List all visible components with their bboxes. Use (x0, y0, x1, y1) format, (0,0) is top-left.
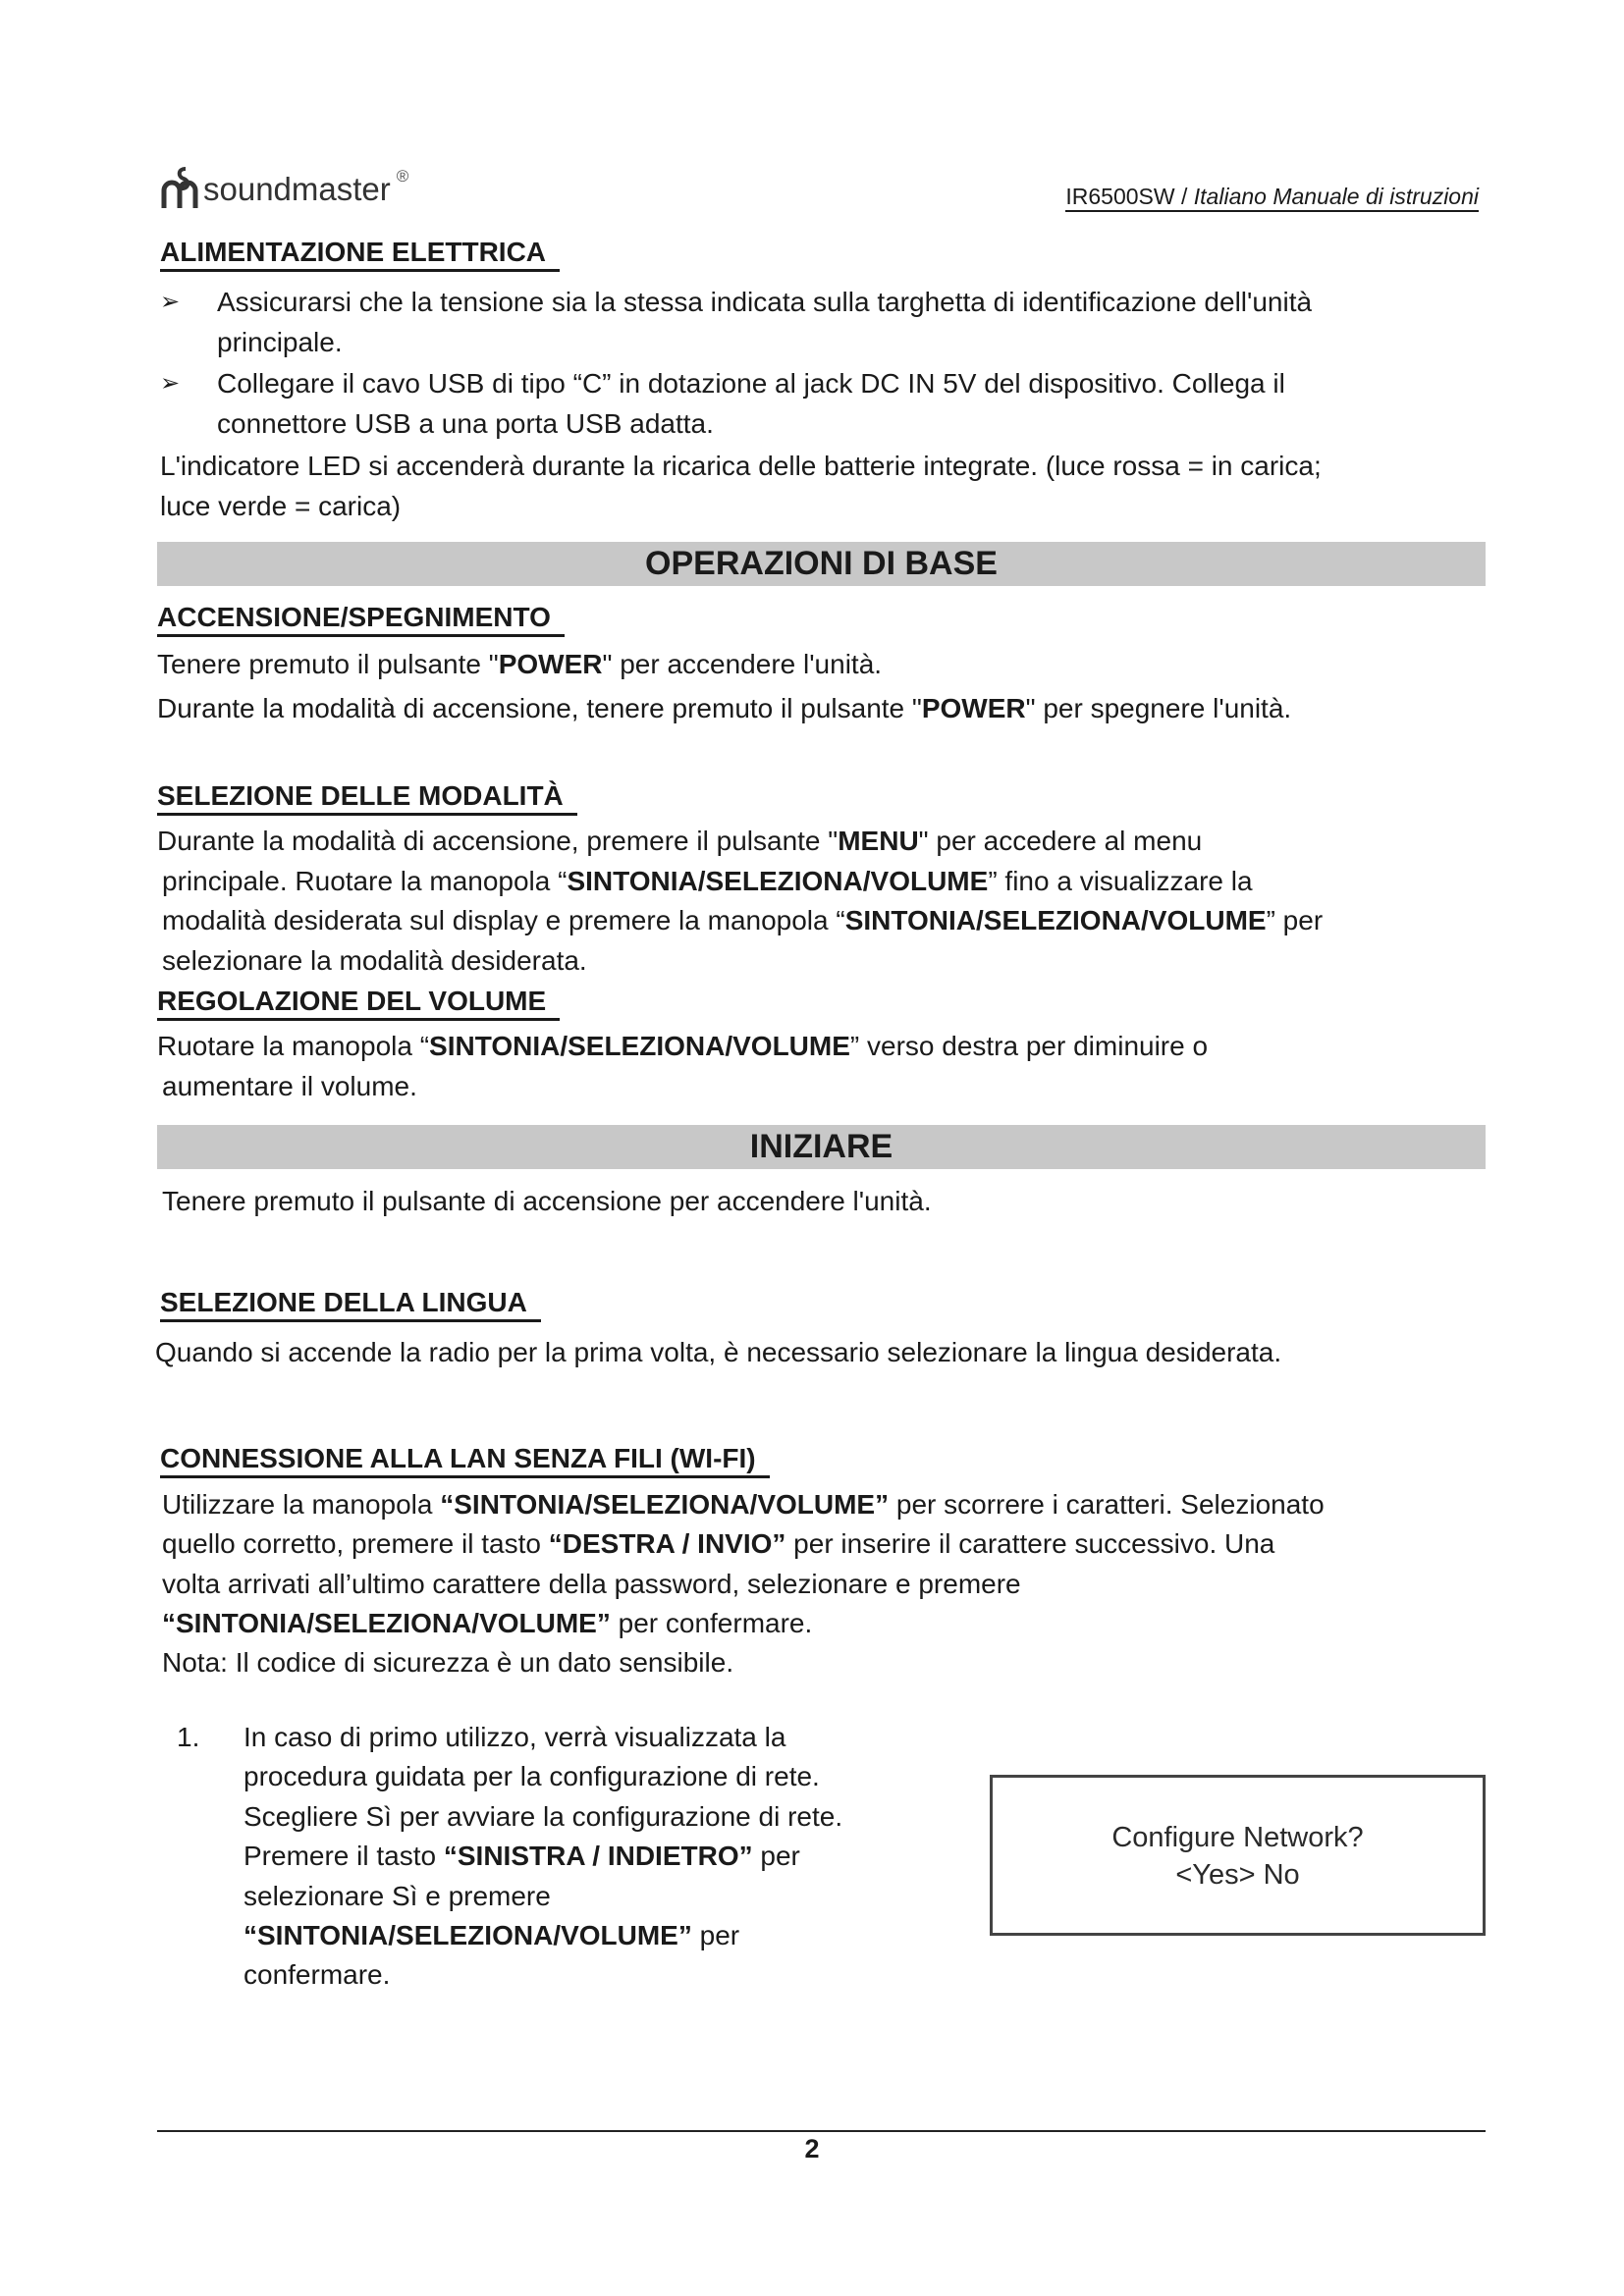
text-segment: aumentare il volume. (162, 1071, 417, 1101)
paragraph-line (162, 1182, 932, 1221)
subsection-heading (160, 1286, 541, 1322)
text-segment: In caso di primo utilizzo, verrà visualizzata la (244, 1722, 786, 1752)
text-segment: ” per (1266, 905, 1324, 935)
text-segment: SELEZIONE DELLA LINGUA (160, 1287, 527, 1317)
bold-text: “SINTONIA/SELEZIONA/VOLUME” (440, 1489, 890, 1520)
bullet-item-line (217, 364, 1285, 403)
list-item-line (244, 1916, 739, 1955)
text-segment: OPERAZIONI DI BASE (645, 545, 998, 582)
list-item-line (244, 1797, 842, 1837)
paragraph-line (160, 447, 1322, 486)
paragraph-line (160, 487, 401, 526)
bold-text: SINTONIA/SELEZIONA/VOLUME (429, 1031, 850, 1061)
text-segment: Tenere premuto il pulsante di accensione per accendere l'unità. (162, 1186, 932, 1216)
text-segment: " per accedere al menu (918, 826, 1203, 856)
bold-text: POWER (921, 693, 1026, 723)
paragraph-line (162, 1067, 417, 1106)
paragraph-line (162, 901, 1323, 940)
text-segment: ACCENSIONE/SPEGNIMENTO (157, 602, 551, 632)
soundmaster-logo-icon (160, 165, 199, 208)
text-segment: REGOLAZIONE DEL VOLUME (157, 986, 547, 1016)
list-item-line (244, 1718, 785, 1757)
list-item-line (244, 1877, 551, 1916)
list-item-line (244, 1955, 390, 1995)
text-segment: per (752, 1841, 800, 1871)
bullet-item-line (217, 283, 1312, 322)
header-separator: / (1174, 184, 1194, 209)
text-segment: SELEZIONE DELLE MODALITÀ (157, 780, 564, 811)
text-segment: principale. (217, 327, 343, 357)
bold-text: SINTONIA/SELEZIONA/VOLUME (844, 905, 1267, 935)
bold-text: MENU (838, 826, 919, 856)
subsection-heading (160, 236, 560, 272)
paragraph-line (157, 645, 882, 684)
bullet-arrow-icon: ➢ (160, 289, 181, 315)
text-segment: quello corretto, premere il tasto (162, 1528, 549, 1559)
display-line-1: Configure Network? (1111, 1822, 1364, 1853)
page-number: 2 (804, 2134, 820, 2163)
paragraph-line (157, 822, 1202, 861)
text-segment: volta arrivati all’ultimo carattere della password, selezionare e premere (162, 1569, 1021, 1599)
text-segment: Durante la modalità di accensione, tenere premuto il pulsante " (157, 693, 922, 723)
text-segment: ALIMENTAZIONE ELETTRICA (160, 237, 547, 267)
display-illustration (990, 1775, 1486, 1936)
subsection-heading (160, 1442, 770, 1478)
text-segment: selezionare la modalità desiderata. (162, 945, 587, 976)
text-segment: Assicurarsi che la tensione sia la stessa indicata sulla targhetta di identificazione dell'unità (217, 287, 1313, 317)
bullet-item-line (217, 323, 343, 362)
text-segment: " per accendere l'unità. (602, 649, 883, 679)
paragraph-line (162, 1485, 1325, 1524)
text-segment: luce verde = carica) (160, 491, 402, 521)
text-segment: Nota: Il codice di sicurezza è un dato sensibile. (162, 1647, 734, 1678)
text-segment: ” fino a visualizzare la (988, 866, 1253, 896)
subsection-heading (157, 985, 560, 1021)
paragraph-line (162, 1643, 733, 1682)
paragraph-line (162, 862, 1253, 901)
text-segment: Tenere premuto il pulsante " (157, 649, 499, 679)
registered-mark: ® (396, 167, 409, 186)
bullet-arrow-icon: ➢ (160, 370, 181, 397)
brand-logo (160, 165, 408, 208)
text-segment: CONNESSIONE ALLA LAN SENZA FILI (WI-FI) (160, 1443, 756, 1473)
subsection-heading (157, 779, 577, 816)
bold-text: “SINISTRA / INDIETRO” (443, 1841, 753, 1871)
paragraph-line (157, 1027, 1208, 1066)
text-segment: per inserire il carattere successivo. Una (785, 1528, 1275, 1559)
text-segment: Utilizzare la manopola (162, 1489, 441, 1520)
subsection-heading (157, 601, 565, 637)
bullet-item-line (217, 404, 714, 444)
brand-name: soundmaster (203, 171, 391, 207)
list-item-line (244, 1757, 820, 1796)
text-segment: INIZIARE (749, 1128, 893, 1165)
model-number: IR6500SW (1065, 184, 1175, 209)
bold-text: “DESTRA / INVIO” (548, 1528, 786, 1559)
text-segment: confermare. (244, 1959, 391, 1990)
text-segment: per scorrere i caratteri. Selezionato (889, 1489, 1325, 1520)
text-segment: per confermare. (610, 1608, 813, 1638)
list-item-line (244, 1837, 800, 1876)
text-segment: selezionare Sì e premere (244, 1881, 551, 1911)
text-segment: Collegare il cavo USB di tipo “C” in dotazione al jack DC IN 5V del dispositivo. Collega il (217, 368, 1285, 399)
paragraph-line (162, 1524, 1274, 1564)
bold-text: POWER (498, 649, 603, 679)
manual-title: Italiano Manuale di istruzioni (1193, 184, 1479, 209)
text-segment: " per spegnere l'unità. (1025, 693, 1292, 723)
paragraph-line (162, 1565, 1021, 1604)
paragraph-line (155, 1333, 1281, 1372)
bold-text: SINTONIA/SELEZIONA/VOLUME (567, 866, 989, 896)
text-segment: connettore USB a una porta USB adatta. (217, 408, 714, 439)
section-title-bar (157, 1125, 1486, 1169)
paragraph-line (162, 941, 587, 981)
paragraph-line (157, 689, 1291, 728)
text-segment: procedura guidata per la configurazione di rete. (244, 1761, 820, 1791)
text-segment: Premere il tasto (244, 1841, 444, 1871)
text-segment: Scegliere Sì per avviare la configurazione di rete. (244, 1801, 843, 1832)
section-title-bar (157, 542, 1486, 586)
text-segment: L'indicatore LED si accenderà durante la ricarica delle batterie integrate. (luce rossa = in carica; (160, 451, 1322, 481)
text-segment: modalità desiderata sul display e premere la manopola “ (162, 905, 845, 935)
paragraph-line (162, 1604, 812, 1643)
display-line-2: <Yes> No (1175, 1859, 1300, 1891)
text-segment: principale. Ruotare la manopola “ (162, 866, 568, 896)
list-number: 1. (177, 1722, 200, 1752)
text-segment: Durante la modalità di accensione, premere il pulsante " (157, 826, 839, 856)
text-segment: per (691, 1920, 740, 1950)
document-header (1065, 183, 1479, 212)
bold-text: “SINTONIA/SELEZIONA/VOLUME” (244, 1920, 692, 1950)
footer-divider (157, 2130, 1486, 2132)
text-segment: ” verso destra per diminuire o (849, 1031, 1209, 1061)
text-segment: Quando si accende la radio per la prima volta, è necessario selezionare la lingua desiderata. (155, 1337, 1282, 1367)
text-segment: Ruotare la manopola “ (157, 1031, 430, 1061)
bold-text: “SINTONIA/SELEZIONA/VOLUME” (162, 1608, 611, 1638)
